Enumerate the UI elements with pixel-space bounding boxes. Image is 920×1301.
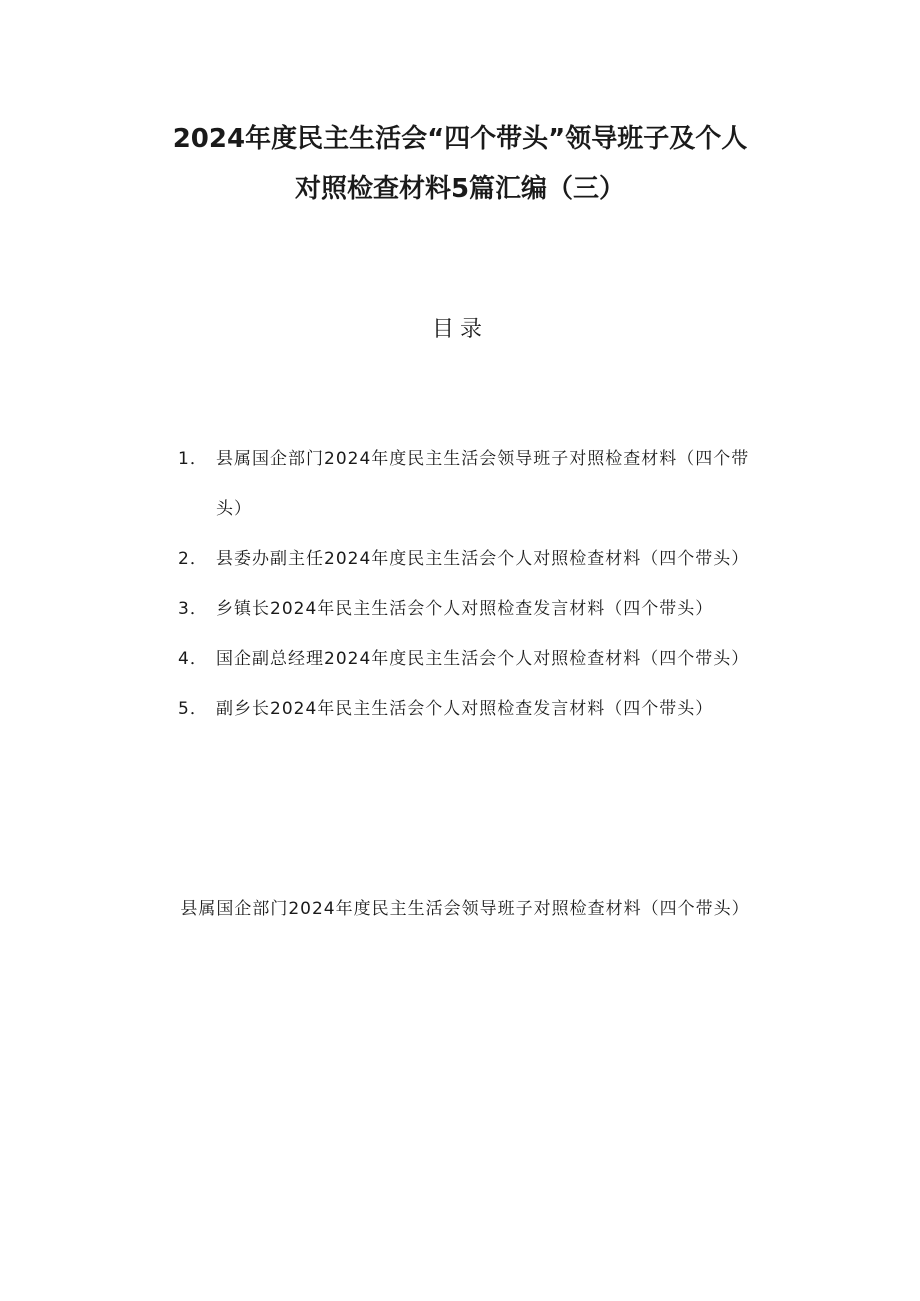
document-title-line2: 对照检查材料5篇汇编（三） — [294, 174, 626, 204]
toc-item-number: 2． — [178, 549, 208, 569]
toc-item-number: 5． — [178, 699, 208, 719]
toc-item-3 — [178, 584, 846, 634]
toc-item-text: 县委办副主任2024年度民主生活会个人对照检查材料（四个带头） — [216, 549, 750, 569]
toc-item-5 — [178, 684, 846, 734]
toc-item-text: 县属国企部门2024年度民主生活会领导班子对照检查材料（四个带头） — [216, 449, 750, 519]
toc-heading: 目录 — [431, 317, 488, 342]
toc-item-2 — [178, 534, 846, 584]
toc-item-number: 4． — [178, 649, 208, 669]
section-title: 县属国企部门2024年度民主生活会领导班子对照检查材料（四个带头） — [180, 899, 750, 919]
toc-item-1 — [178, 434, 786, 534]
toc-item-text: 乡镇长2024年民主生活会个人对照检查发言材料（四个带头） — [216, 599, 714, 619]
toc-item-text: 副乡长2024年民主生活会个人对照检查发言材料（四个带头） — [216, 699, 714, 719]
document-title-line1: 2024年度民主生活会“四个带头”领导班子及个人 — [172, 124, 748, 154]
toc-item-number: 3． — [178, 599, 208, 619]
toc-item-text: 国企副总经理2024年度民主生活会个人对照检查材料（四个带头） — [216, 649, 750, 669]
toc-item-number: 1． — [178, 449, 208, 469]
document-title — [120, 118, 800, 218]
table-of-contents — [178, 446, 818, 734]
toc-item-4 — [178, 634, 766, 684]
